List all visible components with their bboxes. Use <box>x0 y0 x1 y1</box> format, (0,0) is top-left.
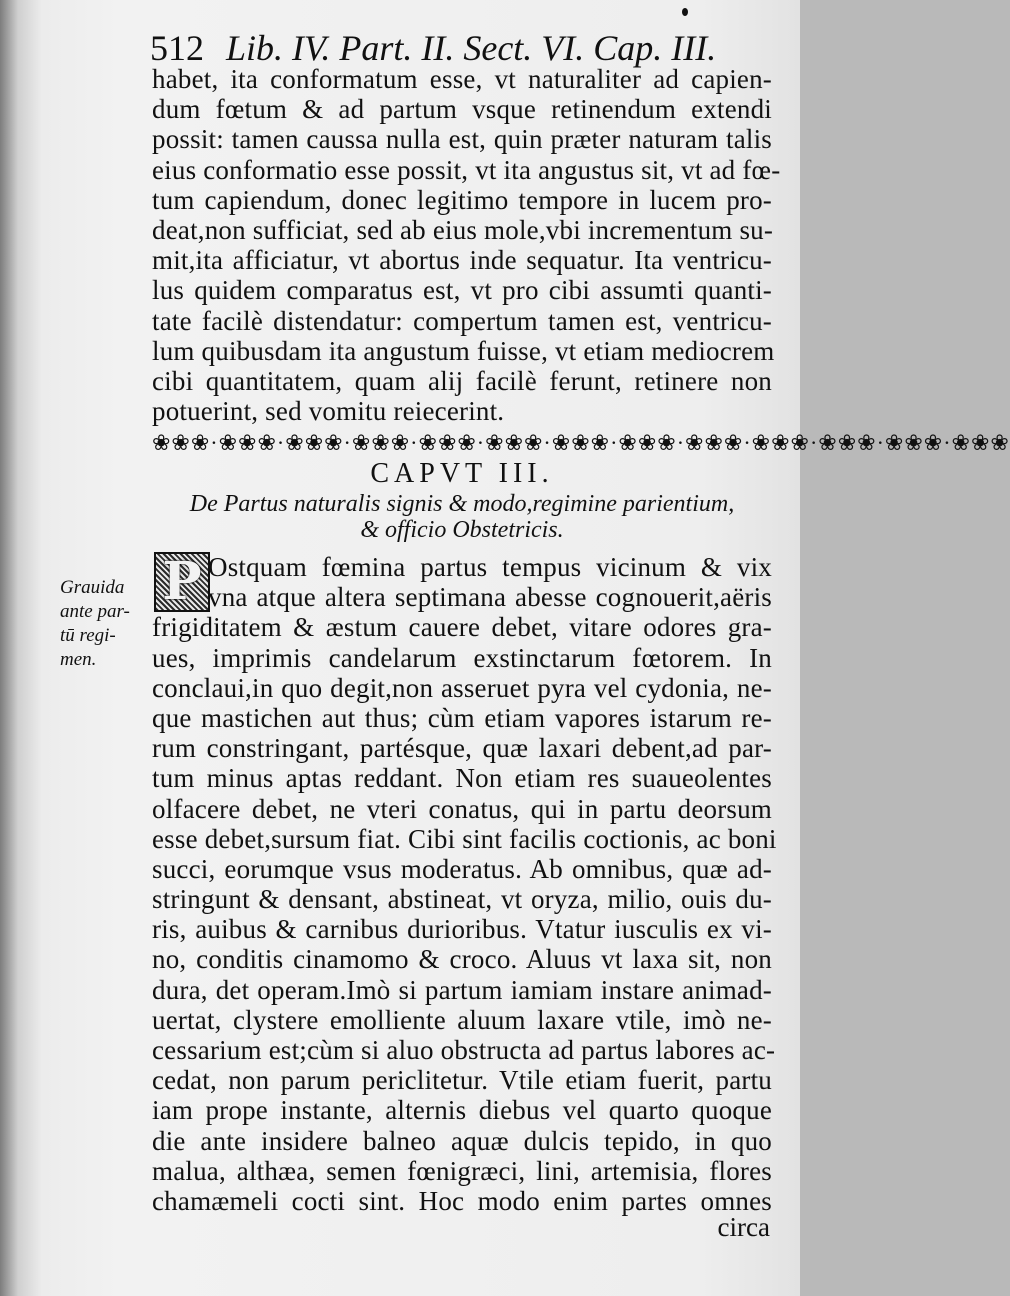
text-line: cedat, non parum periclitetur. Vtile etiam fuerit, partu <box>152 1065 772 1096</box>
margin-note-line: Grauida <box>60 577 125 598</box>
text-line: cessarium est;cùm si aluo obstructa ad partus labores ac- <box>152 1035 776 1065</box>
text-line: conclaui,in quo degit,non asseruet pyra vel cydonia, ne- <box>152 672 772 703</box>
page-number: 512 <box>150 28 204 68</box>
text-line: rum constringant, partésque, quæ laxari debent,ad par- <box>152 733 772 764</box>
ornamental-rule <box>152 430 1010 456</box>
text-block-1 <box>152 64 781 427</box>
text-line: esse debet,sursum fiat. Cibi sint facilis coctionis, ac boni <box>152 823 777 854</box>
text-line: Ostquam fœmina partus tempus vicinum & vix <box>208 552 772 582</box>
chapter-subtitle-line-2: & officio Obstetricis. <box>360 517 564 543</box>
margin-note-line: ante par- <box>60 601 130 622</box>
text-line: die ante insidere balneo aquæ dulcis tepido, in quo <box>152 1125 772 1156</box>
text-line: uertat, clystere emolliente aluum laxare vtile, imò ne- <box>152 1004 772 1035</box>
text-block-2 <box>152 552 777 1216</box>
text-line: malua, althæa, semen fœnigræci, lini, artemisia, flores <box>152 1155 772 1186</box>
text-line: no, conditis cinamomo & croco. Aluus vt laxa sit, non <box>152 944 772 975</box>
text-line: ris, auibus & carnibus durioribus. Vtatur iusculis ex vi- <box>152 914 772 945</box>
text-line: potuerint, sed vomitu reiecerint. <box>152 396 505 427</box>
text-line: mit,ita afficiatur, vt abortus inde sequatur. Ita ventricu- <box>152 245 772 276</box>
drop-cap: P <box>154 552 210 612</box>
text-line: frigiditatem & æstum cauere debet, vitare odores gra- <box>152 612 772 643</box>
running-title: Lib. IV. Part. II. Sect. VI. Cap. III. <box>226 28 717 68</box>
text-line: tum minus aptas reddant. Non etiam res suaueolentes <box>152 763 772 794</box>
ink-dot <box>682 8 688 16</box>
text-line: cibi quantitatem, quam alij facilè ferunt, retinere non <box>152 365 772 396</box>
catchword: circa <box>717 1212 770 1242</box>
text-line: possit: tamen caussa nulla est, quin præter naturam talis <box>152 124 772 155</box>
text-line: lus quidem comparatus est, vt pro cibi assumti quanti- <box>152 275 772 306</box>
text-line: iam prope instante, alternis diebus vel quarto quoque <box>152 1095 772 1126</box>
text-line: olfacere debet, ne vteri conatus, qui in partu deorsum <box>152 793 772 824</box>
chapter-subtitle-line-1: De Partus naturalis signis & modo,regimine parientium, <box>189 491 735 517</box>
text-line: succi, eorumque vsus moderatus. Ab omnibus, quæ ad- <box>152 853 772 884</box>
text-line: chamæmeli cocti sint. Hoc modo enim partes omnes <box>152 1185 772 1216</box>
ornament-glyphs: ❀❀❀·❀❀❀·❀❀❀·❀❀❀·❀❀❀·❀❀❀·❀❀❀·❀❀❀·❀❀❀·❀❀❀·❀❀❀·❀❀❀·❀❀❀ <box>152 430 1010 455</box>
text-line: dura, det operam.Imò si partum iamiam instare animad- <box>152 974 772 1005</box>
text-line: lum quibusdam ita angustum fuisse, vt etiam mediocrem <box>152 335 775 366</box>
text-line: tum capiendum, donec legitimo tempore in lucem pro- <box>152 184 772 215</box>
text-line: ues, imprimis candelarum exstinctarum fœtorem. In <box>152 642 772 673</box>
margin-note <box>60 576 152 672</box>
margin-note-line: tū regi- <box>60 625 116 646</box>
chapter-title: CAPVT III. <box>370 458 554 489</box>
text-line: habet, ita conformatum esse, vt naturaliter ad capien- <box>152 64 772 94</box>
text-line: vna atque altera septimana abesse cognouerit,aëris <box>208 582 772 613</box>
text-line: stringunt & densant, abstineat, vt oryza, milio, ouis du- <box>152 884 772 915</box>
text-line: dum fœtum & ad partum vsque retinendum extendi <box>152 94 772 125</box>
text-line: tate facilè distendatur: compertum tamen est, ventricu- <box>152 305 772 336</box>
text-line: deat,non sufficiat, sed ab eius mole,vbi incrementum su- <box>152 214 774 245</box>
text-line: que mastichen aut thus; cùm etiam vapores istarum re- <box>152 702 772 733</box>
text-line: eius conformatio esse possit, vt ita angustus sit, vt ad fœ- <box>152 154 781 185</box>
margin-note-line: men. <box>60 649 97 670</box>
